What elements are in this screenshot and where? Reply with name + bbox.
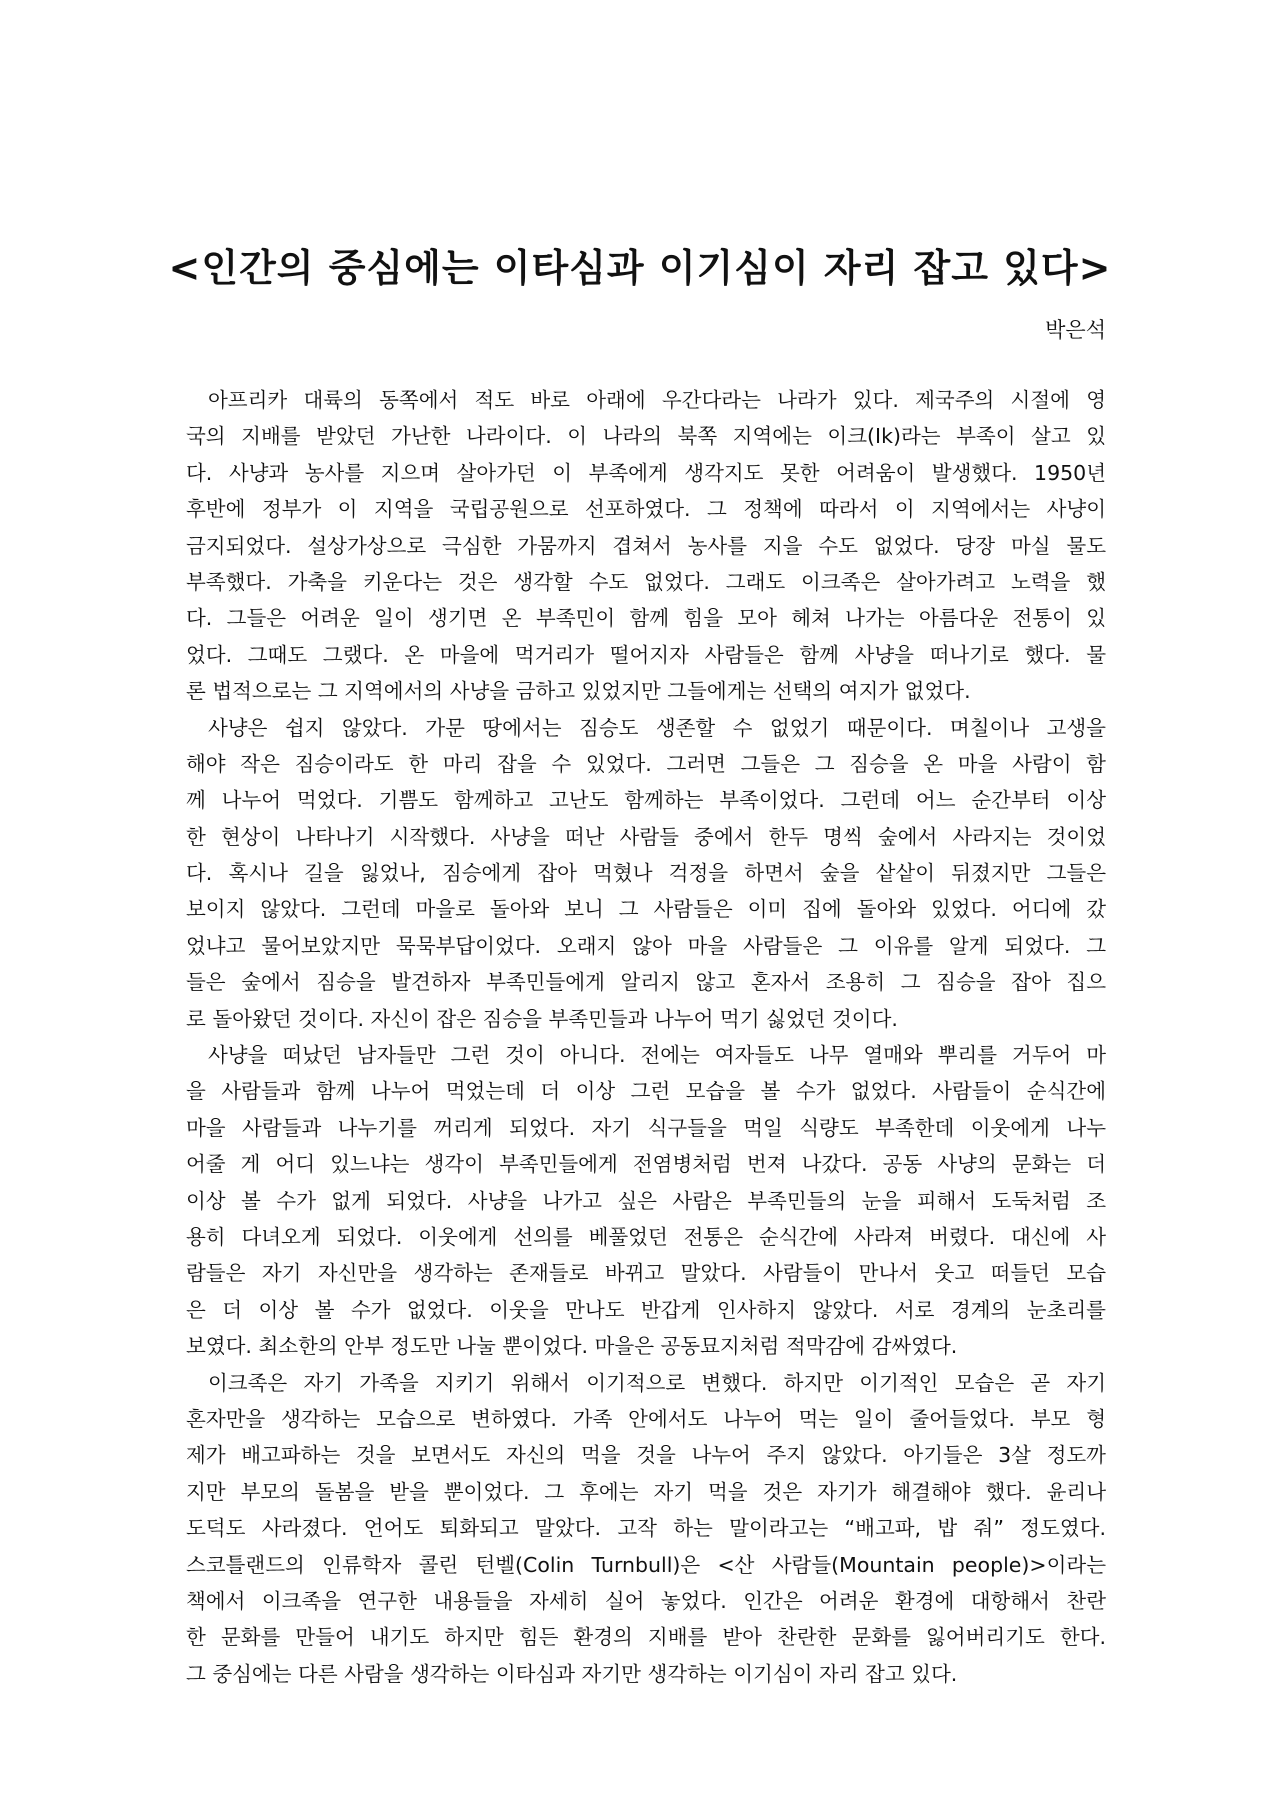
document-title: <인간의 중심에는 이타심과 이기심이 자리 잡고 있다> [168, 246, 1112, 291]
paragraph-line: 용히 다녀오게 되었다. 이웃에게 선의를 베풀었던 전통은 순식간에 사라져 버렸다. 대신에 사 [186, 1224, 1106, 1249]
paragraph-line: 은 더 이상 볼 수가 없었다. 이웃을 만나도 반갑게 인사하지 않았다. 서로 경계의 눈초리를 [186, 1297, 1106, 1322]
paragraph-line: 이상 볼 수가 없게 되었다. 사냥을 나가고 싶은 사람은 부족민들의 눈을 피해서 도둑처럼 조 [186, 1188, 1106, 1213]
paragraph-line: 보이지 않았다. 그런데 마을로 돌아와 보니 그 사람들은 이미 집에 돌아와 있었다. 어디에 갔 [186, 897, 1106, 922]
paragraph [186, 710, 1106, 1038]
paragraph-line: 람들은 자기 자신만을 생각하는 존재들로 바뀌고 말았다. 사람들이 만나서 웃고 떠들던 모습 [186, 1261, 1106, 1286]
paragraph-line: 어줄 게 어디 있느냐는 생각이 부족민들에게 전염병처럼 번져 나갔다. 공동 사냥의 문화는 더 [186, 1152, 1106, 1177]
paragraph [186, 1037, 1106, 1365]
paragraph-line: 혼자만을 생각하는 모습으로 변하였다. 가족 안에서도 나누어 먹는 일이 줄어들었다. 부모 형 [186, 1406, 1106, 1431]
paragraph-line: 다. 사냥과 농사를 지으며 살아가던 이 부족에게 생각지도 못한 어려움이 발생했다. 1950년 [186, 460, 1106, 485]
paragraph-line: 었다. 그때도 그랬다. 온 마을에 먹거리가 떨어지자 사람들은 함께 사냥을 떠나기로 했다. 물 [186, 642, 1106, 667]
paragraph-line: 한 문화를 만들어 내기도 하지만 힘든 환경의 지배를 받아 찬란한 문화를 잃어버리기도 한다. [186, 1625, 1106, 1650]
author-name: 박은석 [1045, 318, 1106, 342]
paragraph-line: 그 중심에는 다른 사람을 생각하는 이타심과 자기만 생각하는 이기심이 자리 잡고 있다. [186, 1661, 958, 1686]
paragraph-line: 지만 부모의 돌봄을 받을 뿐이었다. 그 후에는 자기 먹을 것은 자기가 해결해야 했다. 윤리나 [186, 1479, 1106, 1504]
paragraph [186, 382, 1106, 710]
paragraph-line: 사냥은 쉽지 않았다. 가문 땅에서는 짐승도 생존할 수 없었기 때문이다. 며칠이나 고생을 [208, 715, 1106, 740]
paragraph-line: 후반에 정부가 이 지역을 국립공원으로 선포하였다. 그 정책에 따라서 이 지역에서는 사냥이 [186, 497, 1106, 522]
paragraph-line: 마을 사람들과 나누기를 꺼리게 되었다. 자기 식구들을 먹일 식량도 부족한데 이웃에게 나누 [186, 1115, 1106, 1140]
paragraph-line: 책에서 이크족을 연구한 내용들을 자세히 실어 놓었다. 인간은 어려운 환경에 대항해서 찬란 [186, 1588, 1106, 1613]
paragraph-line: 스코틀랜드의 인류학자 콜린 턴벨(Colin Turnbull)은 <산 사람들(Mountain people)>이라는 [186, 1552, 1106, 1577]
document-body [186, 382, 1106, 1692]
paragraph-line: 해야 작은 짐승이라도 한 마리 잡을 수 있었다. 그러면 그들은 그 짐승을 온 마을 사람이 함 [186, 751, 1106, 776]
paragraph-line: 다. 그들은 어려운 일이 생기면 온 부족민이 함께 힘을 모아 헤쳐 나가는 아름다운 전통이 있 [186, 606, 1106, 631]
paragraph-line: 이크족은 자기 가족을 지키기 위해서 이기적으로 변했다. 하지만 이기적인 모습은 곧 자기 [208, 1370, 1106, 1395]
paragraph-line: 보였다. 최소한의 안부 정도만 나눌 뿐이었다. 마을은 공동묘지처럼 적막감에 감싸였다. [186, 1334, 958, 1359]
paragraph-line: 아프리카 대륙의 동쪽에서 적도 바로 아래에 우간다라는 나라가 있다. 제국주의 시절에 영 [208, 388, 1106, 412]
paragraph-line: 을 사람들과 함께 나누어 먹었는데 더 이상 그런 모습을 볼 수가 없었다. 사람들이 순식간에 [186, 1079, 1106, 1104]
paragraph [186, 1365, 1106, 1693]
paragraph-line: 국의 지배를 받았던 가난한 나라이다. 이 나라의 북쪽 지역에는 이크(Ik)라는 부족이 살고 있 [186, 424, 1106, 449]
paragraph-line: 들은 숲에서 짐승을 발견하자 부족민들에게 알리지 않고 혼자서 조용히 그 짐승을 잡아 집으 [186, 970, 1106, 995]
paragraph-line: 었냐고 물어보았지만 묵묵부답이었다. 오래지 않아 마을 사람들은 그 이유를 알게 되었다. 그 [186, 933, 1106, 958]
paragraph-line: 론 법적으로는 그 지역에서의 사냥을 금하고 있었지만 그들에게는 선택의 여지가 없었다. [186, 679, 971, 704]
paragraph-line: 께 나누어 먹었다. 기쁨도 함께하고 고난도 함께하는 부족이었다. 그런데 어느 순간부터 이상 [186, 788, 1106, 813]
paragraph-line: 도덕도 사라졌다. 언어도 퇴화되고 말았다. 고작 하는 말이라고는 “배고파, 밥 줘” 정도였다. [186, 1516, 1106, 1541]
paragraph-line: 부족했다. 가축을 키운다는 것은 생각할 수도 없었다. 그래도 이크족은 살아가려고 노력을 했 [186, 569, 1106, 594]
paragraph-line: 사냥을 떠났던 남자들만 그런 것이 아니다. 전에는 여자들도 나무 열매와 뿌리를 거두어 마 [208, 1043, 1106, 1068]
paragraph-line: 다. 혹시나 길을 잃었나, 짐승에게 잡아 먹혔나 걱정을 하면서 숲을 샅샅이 뒤졌지만 그들은 [186, 861, 1106, 886]
paragraph-line: 제가 배고파하는 것을 보면서도 자신의 먹을 것을 나누어 주지 않았다. 아기들은 3살 정도까 [186, 1443, 1106, 1468]
paragraph-line: 로 돌아왔던 것이다. 자신이 잡은 짐승을 부족민들과 나누어 먹기 싫었던 것이다. [186, 1006, 898, 1031]
paragraph-line: 한 현상이 나타나기 시작했다. 사냥을 떠난 사람들 중에서 한두 명씩 숲에서 사라지는 것이었 [186, 824, 1106, 849]
paragraph-line: 금지되었다. 설상가상으로 극심한 가뭄까지 겹쳐서 농사를 지을 수도 없었다. 당장 마실 물도 [186, 533, 1106, 558]
